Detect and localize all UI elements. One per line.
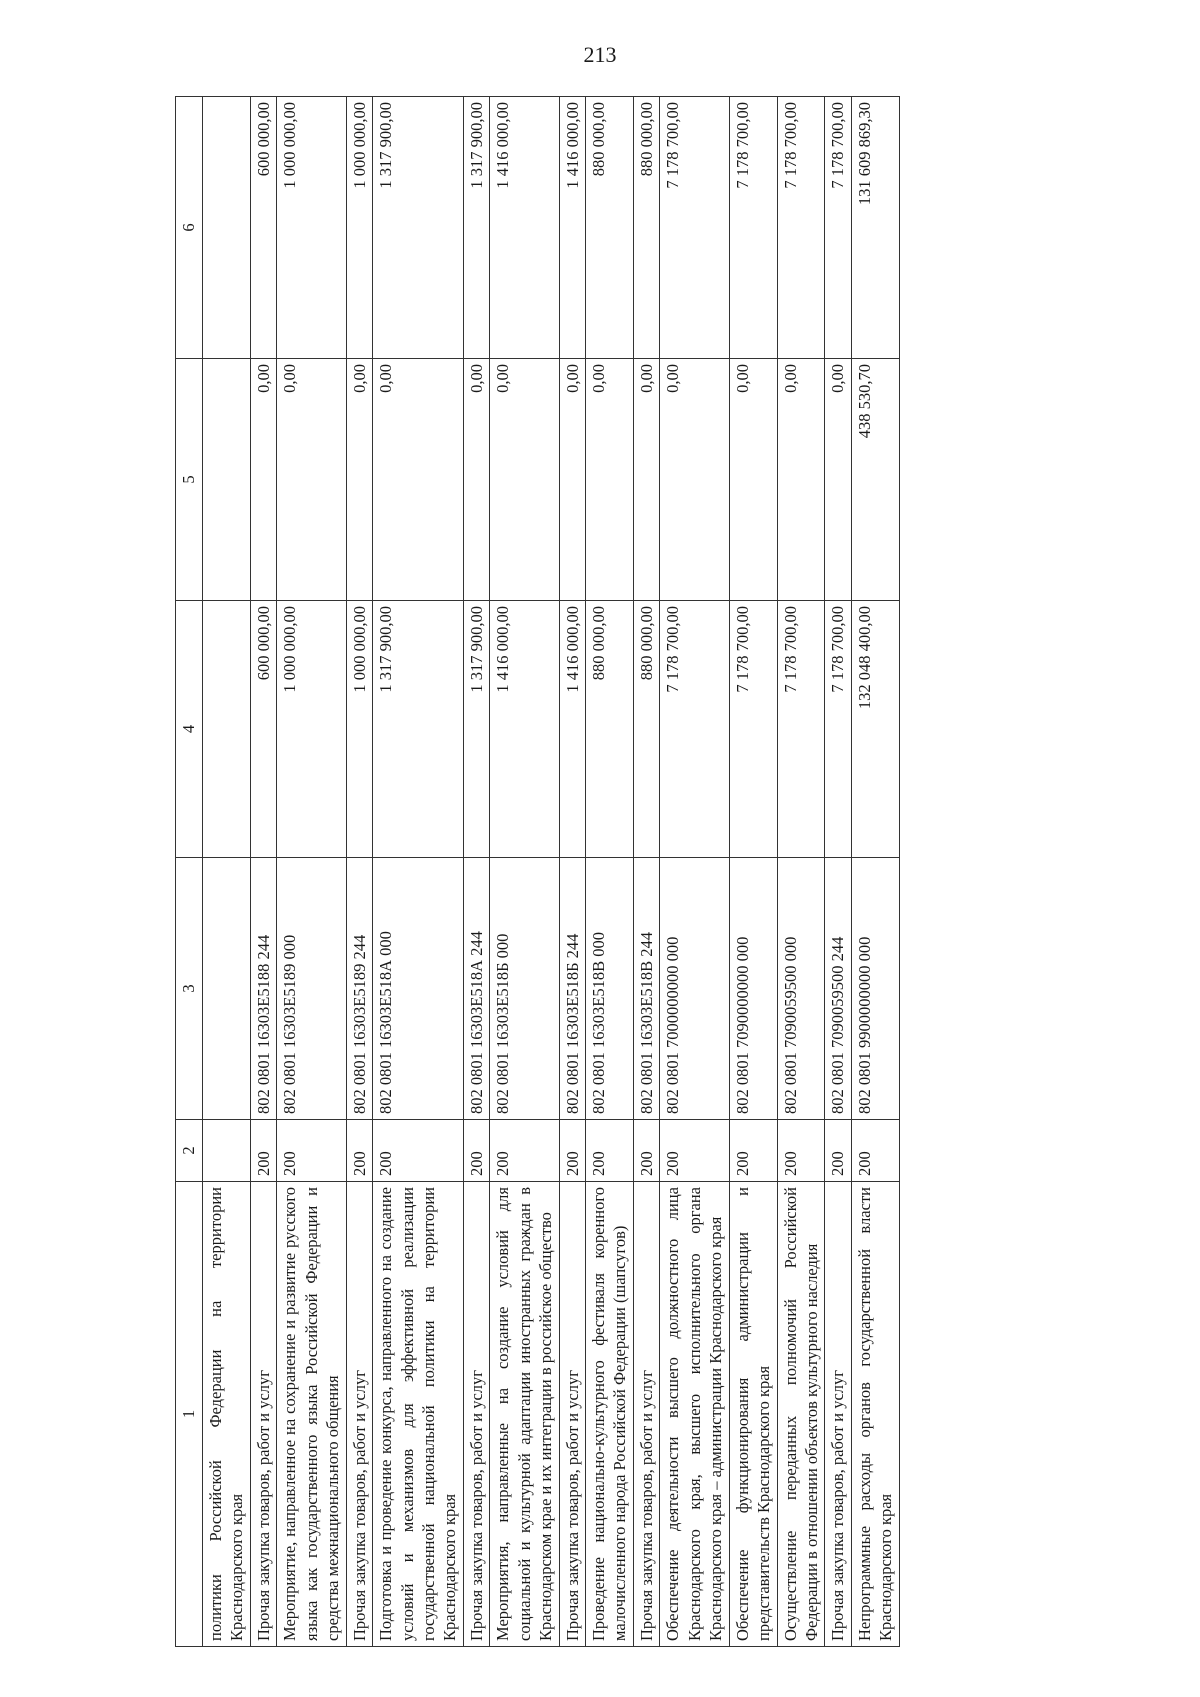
row-name-cell: Мероприятия, направленные на создание условий для социальной и культурной адаптации иностранных граждан в Краснодарском крае и их интеграции в российское общество (490, 1182, 559, 1647)
row-code-cell: 802 0801 7090000000 000 (729, 858, 777, 1120)
row-col2-cell: 200 (729, 1120, 777, 1182)
row-value5-cell: 0,00 (490, 359, 559, 601)
row-code-cell: 802 0801 9900000000 000 (851, 858, 899, 1120)
row-value6-cell: 1 416 000,00 (490, 97, 559, 359)
row-name-cell: политики Российской Федерации на территории Краснодарского края (203, 1182, 251, 1647)
table-row (633, 97, 659, 1647)
row-value6-cell: 1 317 900,00 (463, 97, 489, 359)
row-col2-cell: 200 (490, 1120, 559, 1182)
row-col2-cell: 200 (825, 1120, 851, 1182)
row-value4-cell: 880 000,00 (633, 601, 659, 858)
header-col-1: 1 (176, 1182, 203, 1647)
row-value5-cell: 0,00 (777, 359, 825, 601)
row-col2-cell (203, 1120, 251, 1182)
header-col-6: 6 (176, 97, 203, 359)
row-code-cell: 802 0801 16303Е518В 000 (586, 858, 634, 1120)
budget-table (175, 96, 900, 1647)
row-value5-cell: 0,00 (660, 359, 729, 601)
row-col2-cell: 200 (633, 1120, 659, 1182)
table-row (203, 97, 251, 1647)
row-value6-cell: 600 000,00 (250, 97, 276, 359)
row-value4-cell: 600 000,00 (250, 601, 276, 858)
table-row (729, 97, 777, 1647)
header-row (176, 97, 203, 1647)
row-value6-cell: 7 178 700,00 (777, 97, 825, 359)
row-col2-cell: 200 (777, 1120, 825, 1182)
row-name-cell: Подготовка и проведение конкурса, направленного на создание условий и механизмов для эффективной реализации государственной национальной политики на территории Краснодарского края (373, 1182, 464, 1647)
row-name-cell: Прочая закупка товаров, работ и услуг (559, 1182, 585, 1647)
row-code-cell: 802 0801 16303Е5189 000 (277, 858, 346, 1120)
table-row (373, 97, 464, 1647)
row-col2-cell: 200 (559, 1120, 585, 1182)
row-value5-cell: 0,00 (729, 359, 777, 601)
table-row (660, 97, 729, 1647)
row-value4-cell: 7 178 700,00 (825, 601, 851, 858)
row-col2-cell: 200 (851, 1120, 899, 1182)
row-code-cell: 802 0801 16303Е518А 000 (373, 858, 464, 1120)
row-name-cell: Обеспечение функционирования администрации и представительств Краснодарского края (729, 1182, 777, 1647)
table-row (346, 97, 372, 1647)
header-col-2: 2 (176, 1120, 203, 1182)
table-row (559, 97, 585, 1647)
row-value4-cell (203, 601, 251, 858)
row-name-cell: Проведение национально-культурного фестиваля коренного малочисленного народа Российской Федерации (шапсугов) (586, 1182, 634, 1647)
row-value6-cell: 880 000,00 (586, 97, 634, 359)
row-col2-cell: 200 (277, 1120, 346, 1182)
row-code-cell: 802 0801 7090059500 244 (825, 858, 851, 1120)
row-value5-cell: 0,00 (346, 359, 372, 601)
rotated-table-container (175, 97, 1125, 1647)
row-code-cell: 802 0801 16303Е5189 244 (346, 858, 372, 1120)
table-row (825, 97, 851, 1647)
row-value6-cell: 7 178 700,00 (825, 97, 851, 359)
row-code-cell (203, 858, 251, 1120)
row-name-cell: Прочая закупка товаров, работ и услуг (250, 1182, 276, 1647)
row-value4-cell: 7 178 700,00 (777, 601, 825, 858)
row-name-cell: Прочая закупка товаров, работ и услуг (463, 1182, 489, 1647)
row-value5-cell: 0,00 (373, 359, 464, 601)
row-name-cell: Прочая закупка товаров, работ и услуг (633, 1182, 659, 1647)
row-value4-cell: 132 048 400,00 (851, 601, 899, 858)
page-number: 213 (583, 42, 617, 67)
row-value5-cell: 0,00 (825, 359, 851, 601)
row-value5-cell: 0,00 (250, 359, 276, 601)
row-value4-cell: 1 000 000,00 (346, 601, 372, 858)
row-value5-cell: 0,00 (633, 359, 659, 601)
row-value6-cell (203, 97, 251, 359)
row-value4-cell: 880 000,00 (586, 601, 634, 858)
table-body (203, 97, 900, 1647)
row-value6-cell: 7 178 700,00 (660, 97, 729, 359)
row-value6-cell: 131 609 869,30 (851, 97, 899, 359)
row-value4-cell: 7 178 700,00 (729, 601, 777, 858)
row-value6-cell: 7 178 700,00 (729, 97, 777, 359)
row-code-cell: 802 0801 7000000000 000 (660, 858, 729, 1120)
row-value6-cell: 1 416 000,00 (559, 97, 585, 359)
table-row (250, 97, 276, 1647)
row-name-cell: Прочая закупка товаров, работ и услуг (825, 1182, 851, 1647)
header-col-5: 5 (176, 359, 203, 601)
table-row (277, 97, 346, 1647)
table-row (777, 97, 825, 1647)
header-col-3: 3 (176, 858, 203, 1120)
row-name-cell: Обеспечение деятельности высшего должностного лица Краснодарского края, высшего исполнительного органа Краснодарского края – администрации Краснодарского края (660, 1182, 729, 1647)
row-value5-cell: 438 530,70 (851, 359, 899, 601)
row-value6-cell: 1 000 000,00 (346, 97, 372, 359)
table-row (586, 97, 634, 1647)
row-value6-cell: 1 317 900,00 (373, 97, 464, 359)
row-value6-cell: 880 000,00 (633, 97, 659, 359)
row-code-cell: 802 0801 16303Е518Б 244 (559, 858, 585, 1120)
row-value4-cell: 1 416 000,00 (490, 601, 559, 858)
row-name-cell: Прочая закупка товаров, работ и услуг (346, 1182, 372, 1647)
row-code-cell: 802 0801 16303Е518Б 000 (490, 858, 559, 1120)
row-value5-cell (203, 359, 251, 601)
table-row (490, 97, 559, 1647)
row-value5-cell: 0,00 (277, 359, 346, 601)
row-value5-cell: 0,00 (463, 359, 489, 601)
row-value5-cell: 0,00 (586, 359, 634, 601)
row-col2-cell: 200 (250, 1120, 276, 1182)
row-col2-cell: 200 (463, 1120, 489, 1182)
row-code-cell: 802 0801 16303Е518В 244 (633, 858, 659, 1120)
row-value4-cell: 1 416 000,00 (559, 601, 585, 858)
row-code-cell: 802 0801 16303Е5188 244 (250, 858, 276, 1120)
row-code-cell: 802 0801 7090059500 000 (777, 858, 825, 1120)
table-row (851, 97, 899, 1647)
header-col-4: 4 (176, 601, 203, 858)
row-col2-cell: 200 (346, 1120, 372, 1182)
row-value4-cell: 1 000 000,00 (277, 601, 346, 858)
row-value4-cell: 7 178 700,00 (660, 601, 729, 858)
row-code-cell: 802 0801 16303Е518А 244 (463, 858, 489, 1120)
table-row (463, 97, 489, 1647)
row-col2-cell: 200 (373, 1120, 464, 1182)
row-value4-cell: 1 317 900,00 (373, 601, 464, 858)
row-value6-cell: 1 000 000,00 (277, 97, 346, 359)
row-value4-cell: 1 317 900,00 (463, 601, 489, 858)
row-name-cell: Мероприятие, направленное на сохранение и развитие русского языка как государственного языка Российской Федерации и средства межнационального общения (277, 1182, 346, 1647)
row-name-cell: Непрограммные расходы органов государственной власти Краснодарского края (851, 1182, 899, 1647)
row-col2-cell: 200 (660, 1120, 729, 1182)
row-col2-cell: 200 (586, 1120, 634, 1182)
row-value5-cell: 0,00 (559, 359, 585, 601)
row-name-cell: Осуществление переданных полномочий Российской Федерации в отношении объектов культурного наследия (777, 1182, 825, 1647)
